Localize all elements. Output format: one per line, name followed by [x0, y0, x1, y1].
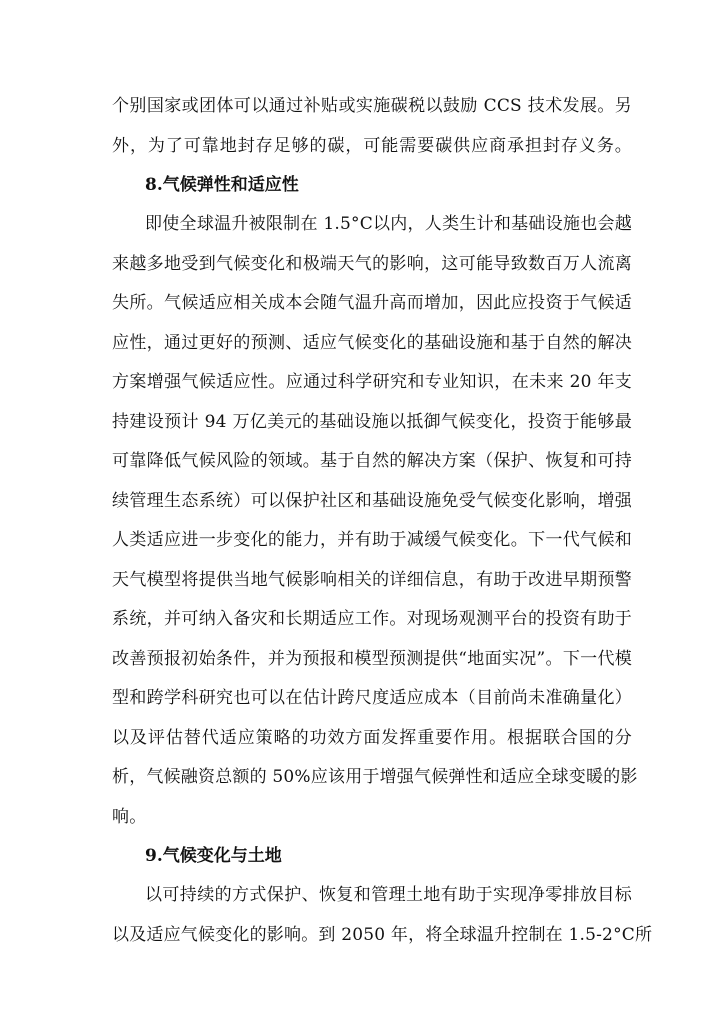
body-text-line: 应性，通过更好的预测、适应气候变化的基础设施和基于自然的解决	[112, 333, 632, 353]
body-text-line: 可靠降低气候风险的领域。基于自然的解决方案（保护、恢复和可持	[112, 451, 632, 471]
section-heading-8: 8.气候弹性和适应性	[145, 175, 299, 195]
body-text-line: 人类适应进一步变化的能力，并有助于减缓气候变化。下一代气候和	[112, 530, 632, 550]
body-text-line: 个别国家或团体可以通过补贴或实施碳税以鼓励 CCS 技术发展。另	[112, 96, 632, 116]
body-text-line: 即使全球温升被限制在 1.5°C以内，人类生计和基础设施也会越	[145, 214, 632, 234]
body-text-line: 方案增强气候适应性。应通过科学研究和专业知识，在未来 20 年支	[112, 372, 632, 392]
body-text-line: 型和跨学科研究也可以在估计跨尺度适应成本（目前尚未准确量化）	[112, 688, 632, 708]
body-text-line: 天气模型将提供当地气候影响相关的详细信息，有助于改进早期预警	[112, 570, 632, 590]
body-text-line: 续管理生态系统）可以保护社区和基础设施免受气候变化影响，增强	[112, 491, 632, 511]
body-text-line: 以及评估替代适应策略的功效方面发挥重要作用。根据联合国的分	[112, 728, 632, 748]
body-text-line: 持建设预计 94 万亿美元的基础设施以抵御气候变化，投资于能够最	[112, 412, 632, 432]
body-text-line: 失所。气候适应相关成本会随气温升高而增加，因此应投资于气候适	[112, 293, 632, 313]
body-text-line: 来越多地受到气候变化和极端天气的影响，这可能导致数百万人流离	[112, 254, 632, 274]
body-text-line: 改善预报初始条件，并为预报和模型预测提供“地面实况”。下一代模	[112, 649, 632, 669]
body-text-line: 以及适应气候变化的影响。到 2050 年，将全球温升控制在 1.5-2°C所	[112, 925, 653, 945]
section-heading-9: 9.气候变化与土地	[145, 846, 282, 866]
body-text-line: 外，为了可靠地封存足够的碳，可能需要碳供应商承担封存义务。	[112, 136, 632, 156]
body-text-line: 以可持续的方式保护、恢复和管理土地有助于实现净零排放目标	[145, 885, 632, 905]
body-text-line: 响。	[112, 807, 147, 827]
body-text-line: 系统，并可纳入备灾和长期适应工作。对现场观测平台的投资有助于	[112, 609, 632, 629]
body-text-line: 析，气候融资总额的 50%应该用于增强气候弹性和适应全球变暖的影	[112, 767, 638, 787]
